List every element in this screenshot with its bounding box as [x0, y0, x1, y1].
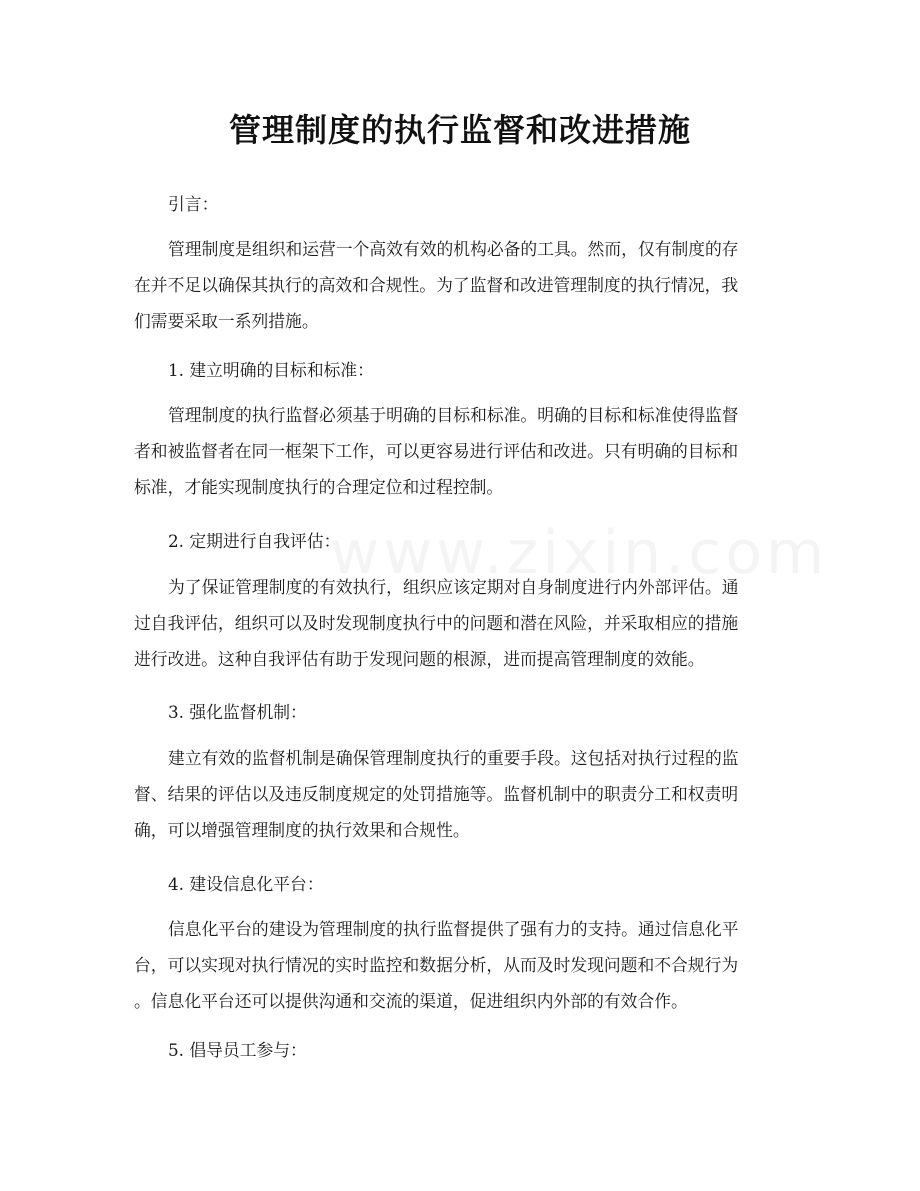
paragraph-line: 建立有效的监督机制是确保管理制度执行的重要手段。这包括对执行过程的监 [168, 748, 739, 768]
paragraph-line: 标准，才能实现制度执行的合理定位和过程控制。 [134, 477, 504, 497]
paragraph-line: 们需要采取一系列措施。 [134, 311, 319, 331]
section-heading-4: 4. 建设信息化平台： [168, 874, 324, 894]
page-title: 管理制度的执行监督和改进措施 [228, 111, 691, 149]
paragraph-line: 。信息化平台还可以提供沟通和交流的渠道，促进组织内外部的有效合作。 [134, 991, 688, 1011]
paragraph-line: 为了保证管理制度的有效执行，组织应该定期对自身制度进行内外部评估。通 [168, 577, 739, 597]
section-paragraph-3 [134, 740, 792, 848]
section-heading-3: 3. 强化监督机制： [168, 702, 307, 722]
paragraph-line: 管理制度的执行监督必须基于明确的目标和标准。明确的目标和标准使得监督 [168, 405, 739, 425]
intro-paragraph [134, 231, 792, 339]
paragraph-line: 在并不足以确保其执行的高效和合规性。为了监督和改进管理制度的执行情况，我 [134, 275, 739, 295]
intro-label: 引言： [168, 194, 219, 214]
section-paragraph-2 [134, 569, 792, 677]
paragraph-line: 管理制度是组织和运营一个高效有效的机构必备的工具。然而，仅有制度的存 [168, 239, 739, 259]
paragraph-line: 确，可以增强管理制度的执行效果和合规性。 [134, 820, 470, 840]
paragraph-line: 者和被监督者在同一框架下工作，可以更容易进行评估和改进。只有明确的目标和 [134, 441, 739, 461]
section-heading-1: 1. 建立明确的目标和标准： [168, 360, 374, 380]
section-heading-2: 2. 定期进行自我评估： [168, 531, 341, 551]
paragraph-line: 台，可以实现对执行情况的实时监控和数据分析，从而及时发现问题和不合规行为 [134, 955, 739, 975]
paragraph-line: 过自我评估，组织可以及时发现制度执行中的问题和潜在风险，并采取相应的措施 [134, 613, 739, 633]
section-heading-5: 5. 倡导员工参与： [168, 1040, 307, 1060]
paragraph-line: 督、结果的评估以及违反制度规定的处罚措施等。监督机制中的职责分工和权责明 [134, 784, 739, 804]
paragraph-line: 信息化平台的建设为管理制度的执行监督提供了强有力的支持。通过信息化平 [168, 919, 739, 939]
section-paragraph-1 [134, 397, 792, 505]
section-paragraph-4 [134, 911, 792, 1019]
paragraph-line: 进行改进。这种自我评估有助于发现问题的根源，进而提高管理制度的效能。 [134, 649, 705, 669]
